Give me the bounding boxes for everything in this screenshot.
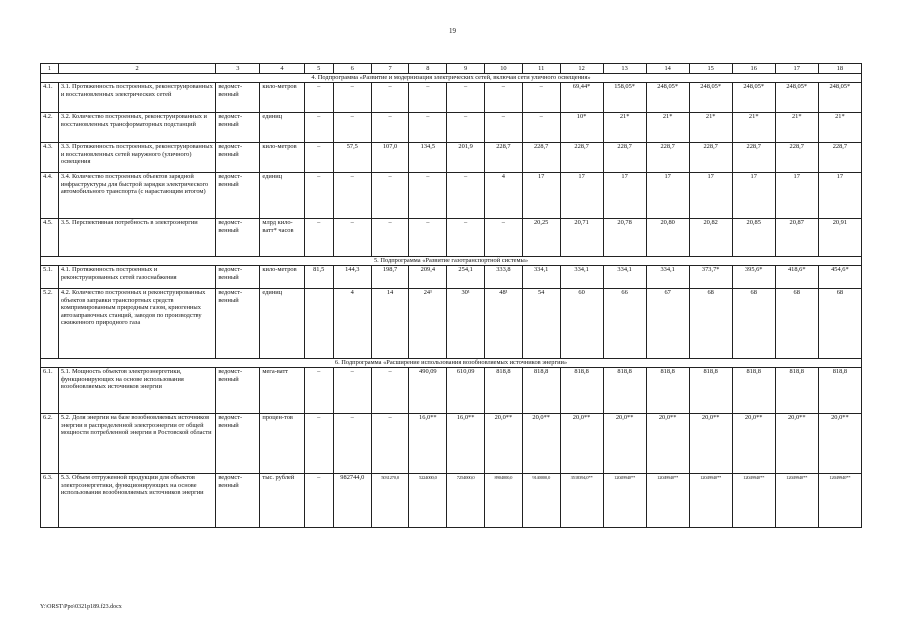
- value-cell: 10*: [560, 113, 603, 143]
- value-cell: 228,7: [689, 143, 732, 173]
- value-cell: 333,8: [485, 266, 523, 289]
- column-number: 13: [603, 64, 646, 74]
- value-cell: 20,25: [522, 219, 560, 257]
- value-cell: 818,8: [560, 368, 603, 414]
- section-row: [41, 359, 862, 368]
- value-cell: 20,0**: [522, 414, 560, 474]
- section-row: [41, 257, 862, 266]
- column-number: 3: [216, 64, 260, 74]
- row-number: 4.1.: [41, 83, 59, 113]
- value-cell: 8904000,0: [485, 474, 523, 528]
- column-number: 8: [409, 64, 447, 74]
- value-cell: 20,78: [603, 219, 646, 257]
- indicator-name: 5.3. Объем отгруженной продукции для объектов электроэнергетики, функционирующих на основе использования возобновляемых источников энергии: [58, 474, 215, 528]
- row-number: 4.4.: [41, 173, 59, 219]
- value-cell: 20,82: [689, 219, 732, 257]
- indicator-table: [40, 63, 862, 528]
- value-cell: 144,3: [333, 266, 371, 289]
- indicator-unit: кило-метров: [260, 83, 304, 113]
- value-cell: 81,5: [304, 266, 333, 289]
- indicator-source: ведомст-венный: [216, 173, 260, 219]
- table-row: [41, 173, 862, 219]
- value-cell: 334,1: [522, 266, 560, 289]
- indicator-name: 5.2. Доля энергии на базе возобновляемых источников энергии в распределенной электроэнергии от общей мощности потребленной энергии в Ростовской области: [58, 414, 215, 474]
- indicator-name: 3.1. Протяженность построенных, реконструированных и восстановленных электрических сетей: [58, 83, 215, 113]
- value-cell: –: [304, 143, 333, 173]
- value-cell: –: [371, 173, 409, 219]
- value-cell: 334,1: [603, 266, 646, 289]
- indicator-source: ведомст-венный: [216, 368, 260, 414]
- value-cell: 5224000,0: [409, 474, 447, 528]
- value-cell: 9140000,0: [522, 474, 560, 528]
- column-number: 15: [689, 64, 732, 74]
- column-number: 9: [447, 64, 485, 74]
- value-cell: 818,8: [646, 368, 689, 414]
- value-cell: –: [409, 83, 447, 113]
- table-row: [41, 83, 862, 113]
- column-number: 2: [58, 64, 215, 74]
- value-cell: 66: [603, 289, 646, 359]
- value-cell: 158,05*: [603, 83, 646, 113]
- value-cell: 68: [818, 289, 861, 359]
- indicator-name: 3.3. Протяженность построенных, реконструированных и восстановленных сетей наружного (уличного) освещения: [58, 143, 215, 173]
- value-cell: 12049940**: [603, 474, 646, 528]
- value-cell: 395,6*: [732, 266, 775, 289]
- indicator-source: ведомст-венный: [216, 83, 260, 113]
- value-cell: –: [447, 219, 485, 257]
- value-cell: 248,05*: [818, 83, 861, 113]
- value-cell: 20,0**: [818, 414, 861, 474]
- column-number: 14: [646, 64, 689, 74]
- page-number: 19: [449, 27, 456, 35]
- value-cell: 254,1: [447, 266, 485, 289]
- value-cell: 818,8: [603, 368, 646, 414]
- indicator-source: ведомст-венный: [216, 113, 260, 143]
- column-number: 18: [818, 64, 861, 74]
- value-cell: 209,4: [409, 266, 447, 289]
- column-number: 17: [775, 64, 818, 74]
- value-cell: –: [304, 83, 333, 113]
- column-number: 1: [41, 64, 59, 74]
- indicator-unit: млрд кило-ватт* часов: [260, 219, 304, 257]
- value-cell: 20,0**: [560, 414, 603, 474]
- value-cell: 20,0**: [603, 414, 646, 474]
- value-cell: 14: [371, 289, 409, 359]
- value-cell: 20,71: [560, 219, 603, 257]
- value-cell: 16,0**: [409, 414, 447, 474]
- indicator-source: ведомст-венный: [216, 266, 260, 289]
- value-cell: 373,7*: [689, 266, 732, 289]
- column-number: 16: [732, 64, 775, 74]
- value-cell: 12049940**: [689, 474, 732, 528]
- value-cell: 818,8: [775, 368, 818, 414]
- value-cell: 20,0**: [689, 414, 732, 474]
- value-cell: 21*: [818, 113, 861, 143]
- indicator-source: ведомст-венный: [216, 474, 260, 528]
- file-path: Y:\ORST\Ppo\0321p189.f23.docx: [40, 604, 122, 610]
- indicator-name: 4.1. Протяженность построенных и реконструированных сетей газоснабжения: [58, 266, 215, 289]
- value-cell: –: [522, 113, 560, 143]
- value-cell: –: [409, 113, 447, 143]
- value-cell: 68: [689, 289, 732, 359]
- value-cell: 21*: [603, 113, 646, 143]
- value-cell: 334,1: [560, 266, 603, 289]
- indicator-unit: кило-метров: [260, 266, 304, 289]
- row-number: 4.2.: [41, 113, 59, 143]
- value-cell: 818,8: [689, 368, 732, 414]
- value-cell: –: [447, 83, 485, 113]
- value-cell: –: [333, 83, 371, 113]
- value-cell: 7254000,0: [447, 474, 485, 528]
- value-cell: 201,9: [447, 143, 485, 173]
- value-cell: 20,91: [818, 219, 861, 257]
- value-cell: 12049940**: [818, 474, 861, 528]
- indicator-name: 4.2. Количество построенных и реконструированных объектов заправки транспортных средств компримированным природным газом, криогенных автозаправочных станций, заводов по производству сжиженного природного газа: [58, 289, 215, 359]
- value-cell: –: [409, 219, 447, 257]
- table-row: [41, 143, 862, 173]
- value-cell: 21*: [732, 113, 775, 143]
- value-cell: 12049940**: [646, 474, 689, 528]
- value-cell: –: [304, 414, 333, 474]
- value-cell: 17: [560, 173, 603, 219]
- value-cell: 17: [646, 173, 689, 219]
- value-cell: 228,7: [560, 143, 603, 173]
- section-row: [41, 74, 862, 83]
- value-cell: 20,0**: [485, 414, 523, 474]
- value-cell: –: [371, 219, 409, 257]
- value-cell: 334,1: [646, 266, 689, 289]
- value-cell: –: [333, 219, 371, 257]
- value-cell: 4: [485, 173, 523, 219]
- value-cell: 248,05*: [775, 83, 818, 113]
- value-cell: 490,09: [409, 368, 447, 414]
- row-number: 4.5.: [41, 219, 59, 257]
- value-cell: 17: [732, 173, 775, 219]
- value-cell: 24¹: [409, 289, 447, 359]
- value-cell: 16,0**: [447, 414, 485, 474]
- value-cell: 818,8: [818, 368, 861, 414]
- value-cell: 48¹: [485, 289, 523, 359]
- value-cell: 418,6*: [775, 266, 818, 289]
- value-cell: 228,7: [818, 143, 861, 173]
- indicator-unit: тыс. рублей: [260, 474, 304, 528]
- value-cell: 21*: [646, 113, 689, 143]
- indicator-unit: единиц: [260, 289, 304, 359]
- value-cell: 228,7: [603, 143, 646, 173]
- column-number: 7: [371, 64, 409, 74]
- value-cell: 982744,0: [333, 474, 371, 528]
- table-row: [41, 414, 862, 474]
- value-cell: 12049940**: [775, 474, 818, 528]
- value-cell: 248,05*: [689, 83, 732, 113]
- value-cell: –: [371, 83, 409, 113]
- table-row: [41, 289, 862, 359]
- indicator-source: ведомст-венный: [216, 414, 260, 474]
- indicator-unit: мега-ватт: [260, 368, 304, 414]
- value-cell: 248,05*: [732, 83, 775, 113]
- value-cell: –: [522, 83, 560, 113]
- value-cell: 17: [818, 173, 861, 219]
- indicator-name: 3.5. Перспективная потребность в электроэнергии: [58, 219, 215, 257]
- table-row: [41, 474, 862, 528]
- value-cell: –: [333, 173, 371, 219]
- column-number: 11: [522, 64, 560, 74]
- value-cell: 228,7: [775, 143, 818, 173]
- value-cell: 17: [775, 173, 818, 219]
- column-number: 10: [485, 64, 523, 74]
- value-cell: –: [485, 219, 523, 257]
- value-cell: 54: [522, 289, 560, 359]
- value-cell: 68: [732, 289, 775, 359]
- value-cell: 228,7: [646, 143, 689, 173]
- section-title: 4. Подпрограмма «Развитие и модернизация электрических сетей, включая сети уличного освещения»: [41, 74, 862, 83]
- indicator-source: ведомст-венный: [216, 219, 260, 257]
- table-row: [41, 368, 862, 414]
- value-cell: –: [304, 219, 333, 257]
- value-cell: –: [333, 368, 371, 414]
- column-number: 5: [304, 64, 333, 74]
- value-cell: –: [485, 83, 523, 113]
- value-cell: 610,09: [447, 368, 485, 414]
- value-cell: –: [371, 113, 409, 143]
- value-cell: 198,7: [371, 266, 409, 289]
- value-cell: 67: [646, 289, 689, 359]
- value-cell: 17: [522, 173, 560, 219]
- row-number: 5.2.: [41, 289, 59, 359]
- value-cell: 20,87: [775, 219, 818, 257]
- value-cell: 17: [603, 173, 646, 219]
- value-cell: 3518394,0**: [560, 474, 603, 528]
- value-cell: 134,5: [409, 143, 447, 173]
- value-cell: 248,05*: [646, 83, 689, 113]
- value-cell: 30¹: [447, 289, 485, 359]
- value-cell: –: [485, 113, 523, 143]
- table-row: [41, 113, 862, 143]
- value-cell: 4: [333, 289, 371, 359]
- value-cell: 228,7: [522, 143, 560, 173]
- value-cell: 57,5: [333, 143, 371, 173]
- value-cell: [304, 289, 333, 359]
- indicator-source: ведомст-венный: [216, 289, 260, 359]
- row-number: 6.3.: [41, 474, 59, 528]
- value-cell: 818,8: [732, 368, 775, 414]
- value-cell: 107,0: [371, 143, 409, 173]
- value-cell: –: [371, 368, 409, 414]
- table-row: [41, 219, 862, 257]
- value-cell: 68: [775, 289, 818, 359]
- section-title: 5. Подпрограмма «Развитие газотранспортной системы»: [41, 257, 862, 266]
- column-number: 12: [560, 64, 603, 74]
- value-cell: 21*: [775, 113, 818, 143]
- value-cell: 818,8: [522, 368, 560, 414]
- row-number: 6.1.: [41, 368, 59, 414]
- value-cell: –: [304, 113, 333, 143]
- column-number: 4: [260, 64, 304, 74]
- value-cell: –: [304, 474, 333, 528]
- value-cell: 69,44*: [560, 83, 603, 113]
- value-cell: –: [333, 414, 371, 474]
- indicator-name: 3.4. Количество построенных объектов зарядной инфраструктуры для быстрой зарядки электрического автомобильного транспорта (с нарастающим итогом): [58, 173, 215, 219]
- section-title: 6. Подпрограмма «Расширение использования возобновляемых источников энергии»: [41, 359, 862, 368]
- row-number: 6.2.: [41, 414, 59, 474]
- table-row: [41, 266, 862, 289]
- value-cell: 5031270,0: [371, 474, 409, 528]
- value-cell: 20,0**: [646, 414, 689, 474]
- value-cell: 228,7: [732, 143, 775, 173]
- value-cell: 20,80: [646, 219, 689, 257]
- row-number: 5.1.: [41, 266, 59, 289]
- value-cell: –: [447, 173, 485, 219]
- value-cell: 20,0**: [732, 414, 775, 474]
- indicator-source: ведомст-венный: [216, 143, 260, 173]
- column-number: 6: [333, 64, 371, 74]
- value-cell: 17: [689, 173, 732, 219]
- value-cell: 228,7: [485, 143, 523, 173]
- value-cell: 21*: [689, 113, 732, 143]
- value-cell: 12049940**: [732, 474, 775, 528]
- value-cell: 20,0**: [775, 414, 818, 474]
- value-cell: –: [333, 113, 371, 143]
- indicator-unit: единиц: [260, 113, 304, 143]
- indicator-unit: единиц: [260, 173, 304, 219]
- value-cell: 20,85: [732, 219, 775, 257]
- value-cell: 818,8: [485, 368, 523, 414]
- value-cell: –: [409, 173, 447, 219]
- indicator-name: 5.1. Мощность объектов электроэнергетики, функционирующих на основе использования возобновляемых источников энергии: [58, 368, 215, 414]
- row-number: 4.3.: [41, 143, 59, 173]
- indicator-unit: процен-тов: [260, 414, 304, 474]
- value-cell: –: [447, 113, 485, 143]
- value-cell: 454,6*: [818, 266, 861, 289]
- value-cell: –: [304, 173, 333, 219]
- value-cell: –: [371, 414, 409, 474]
- indicator-unit: кило-метров: [260, 143, 304, 173]
- value-cell: 60: [560, 289, 603, 359]
- indicator-name: 3.2. Количество построенных, реконструированных и восстановленных трансформаторных подстанций: [58, 113, 215, 143]
- column-number-row: [41, 64, 862, 74]
- value-cell: –: [304, 368, 333, 414]
